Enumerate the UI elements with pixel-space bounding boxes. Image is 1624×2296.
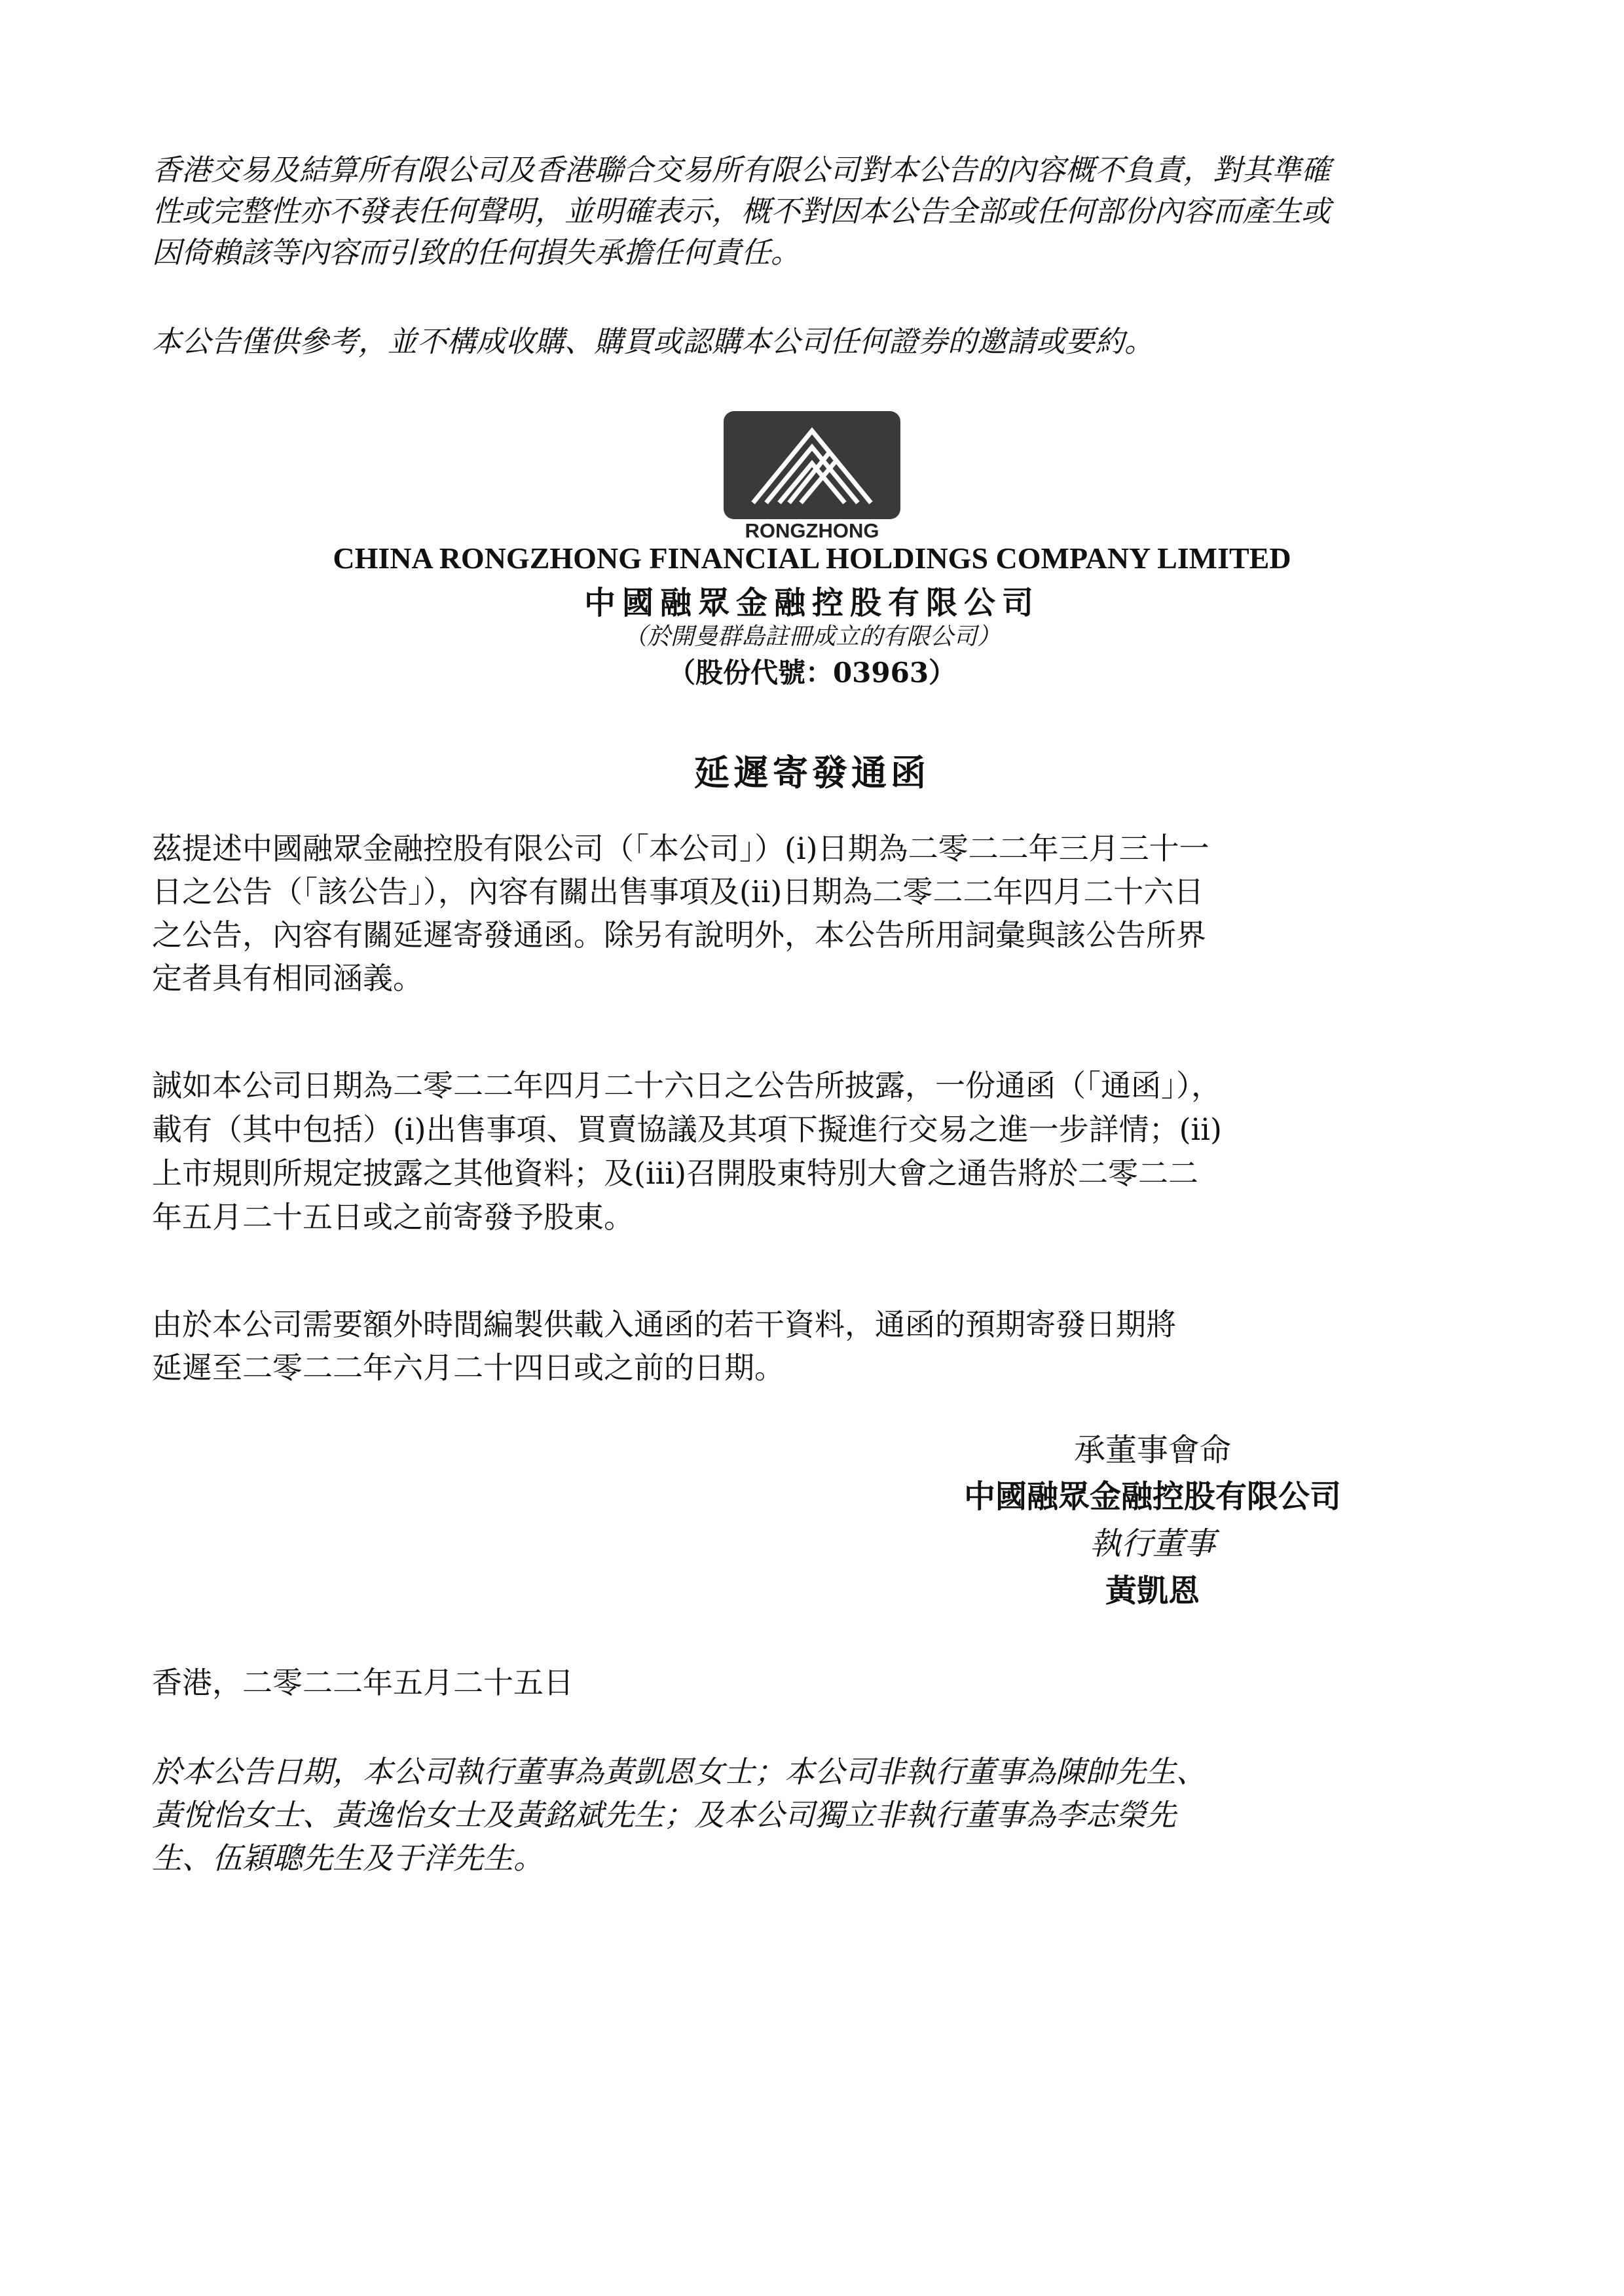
- page-title: 延遲寄發通函: [694, 752, 930, 793]
- paragraph-2: 誠如本公司日期為二零二二年四月二十六日之公告所披露，一份通函（「通函」）， 載有（其中包括）(i)出售事項、買賣協議及其項下擬進行交易之進一步詳情；(ii) 上市規則所規定披露之其他資料；及(iii)召開股東特別大會之通告將於二零二二 年五月二十五日或之前寄發予股東。: [152, 1068, 1222, 1235]
- signature-company: 中國融眾金融控股有限公司: [963, 1478, 1341, 1515]
- logo-wordmark: RONGZHONG: [745, 519, 879, 542]
- company-name-zh: 中國融眾金融控股有限公司: [583, 585, 1040, 621]
- disclaimer-line: 性或完整性亦不發表任何聲明，並明確表示，概不對因本公告全部或任何部份內容而產生或: [152, 194, 1331, 228]
- disclaimer-line: 香港交易及結算所有限公司及香港聯合交易所有限公司對本公告的內容概不負責，對其準確: [152, 153, 1331, 187]
- signature-order: 承董事會命: [1073, 1432, 1231, 1468]
- disclaimer-line: 因倚賴該等內容而引致的任何損失承擔任何責任。: [152, 235, 801, 270]
- company-logo: [724, 411, 900, 542]
- company-name-en: CHINA RONGZHONG FINANCIAL HOLDINGS COMPANY LIMITED: [333, 541, 1291, 575]
- stock-code: （股份代號：03963）: [667, 657, 957, 689]
- directors-note: 於本公告日期，本公司執行董事為黃凱恩女士；本公司非執行董事為陳帥先生、 黃悅怡女士、黃逸怡女士及黃銘斌先生；及本公司獨立非執行董事為李志榮先 生、伍穎聰先生及于洋先生。: [152, 1754, 1206, 1876]
- disclaimer: [152, 149, 1477, 273]
- date-line: 香港，二零二二年五月二十五日: [152, 1665, 574, 1700]
- signature-name: 黃凱恩: [1105, 1573, 1200, 1609]
- signature-role: 執行董事: [1089, 1525, 1215, 1562]
- paragraph-1: 茲提述中國融眾金融控股有限公司（「本公司」）(i)日期為二零二二年三月三十一 日之公告（「該公告」），內容有關出售事項及(ii)日期為二零二二年四月二十六日 之公告，內容有關延遲寄發通函。除另有說明外，本公告所用詞彙與該公告所界 定者具有相同涵義。: [152, 831, 1209, 996]
- notice: 本公告僅供參考，並不構成收購、購買或認購本公司任何證券的邀請或要約。: [152, 324, 1154, 359]
- incorporation-note: （於開曼群島註冊成立的有限公司）: [623, 623, 1001, 650]
- paragraph-3: 由於本公司需要額外時間編製供載入通函的若干資料，通函的預期寄發日期將 延遲至二零二二年六月二十四日或之前的日期。: [152, 1307, 1176, 1385]
